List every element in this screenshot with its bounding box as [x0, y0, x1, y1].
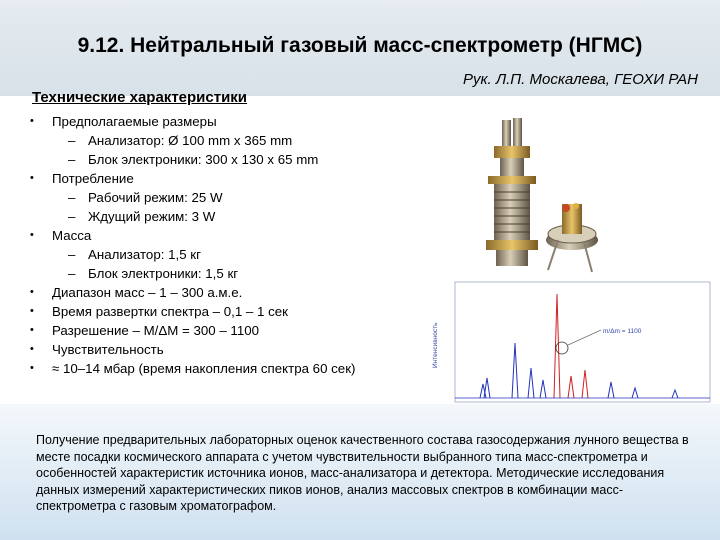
- spec-subitem: [30, 207, 430, 226]
- description-text: Получение предварительных лабораторных оценок качественного состава газосодержания лунного вещества в месте посадки космического аппарата с учетом чувствительности выбранного типа масс-спектрометра и особенностей характеристик источника ионов, масс-анализатора и детектора. Методические исследования данных измерений характеристических пиков ионов, анализ массовых спектров в комбинации масс-спектрометра с газовым хроматографом.: [36, 433, 689, 514]
- spec-subitem: [30, 245, 430, 264]
- bullet-icon: •: [30, 324, 34, 336]
- spec-subitem: [30, 188, 430, 207]
- dash-icon: –: [68, 266, 76, 281]
- spec-subitem-text: Блок электроники: 300 x 130 x 65 mm: [88, 152, 319, 167]
- ion-source-flange: [546, 203, 598, 272]
- spec-subitem: [30, 131, 430, 150]
- y-axis-label: Интенсивность: [432, 322, 439, 368]
- spec-item: [30, 302, 430, 321]
- spec-label: Чувствительность: [52, 342, 164, 357]
- spectrometer-photo: [480, 100, 715, 280]
- spec-item: [30, 321, 430, 340]
- bullet-icon: •: [30, 362, 34, 374]
- spec-label: Диапазон масс – 1 – 300 а.м.е.: [52, 285, 243, 300]
- dash-icon: –: [68, 190, 76, 205]
- spec-label: Масса: [52, 228, 92, 243]
- spec-item: [30, 359, 430, 378]
- spec-subitem-text: Анализатор: 1,5 кг: [88, 247, 201, 262]
- bullet-icon: •: [30, 305, 34, 317]
- analyzer-tube: [486, 118, 538, 266]
- author-credit: Рук. Л.П. Москалева, ГЕОХИ РАН: [462, 71, 698, 88]
- dash-icon: –: [68, 247, 76, 262]
- dash-icon: –: [68, 152, 76, 167]
- spec-subitem-text: Рабочий режим: 25 W: [88, 190, 223, 205]
- spec-item: [30, 226, 430, 245]
- spec-subitem-text: Ждущий режим: 3 W: [88, 209, 216, 224]
- spec-item: [30, 283, 430, 302]
- slide-title: 9.12. Нейтральный газовый масс-спектрометр (НГМС): [77, 34, 643, 57]
- spec-subitem: [30, 264, 430, 283]
- spec-label: ≈ 10–14 мбар (время накопления спектра 60 сек): [52, 361, 356, 376]
- spec-subitem-text: Блок электроники: 1,5 кг: [88, 266, 239, 281]
- spec-item: [30, 340, 430, 359]
- bullet-icon: •: [30, 172, 34, 184]
- bullet-icon: •: [30, 229, 34, 241]
- spec-label: Предполагаемые размеры: [52, 114, 217, 129]
- spec-subitem-text: Анализатор: Ø 100 mm x 365 mm: [88, 133, 293, 148]
- bullet-icon: •: [30, 286, 34, 298]
- spec-item: [30, 112, 430, 131]
- bullet-icon: •: [30, 115, 34, 127]
- spec-heading: Технические характеристики: [32, 89, 248, 106]
- spec-list: [30, 112, 430, 378]
- spec-item: [30, 169, 430, 188]
- mass-spectrum-plot: [425, 278, 715, 418]
- resolution-label: m/Δm = 1100: [603, 328, 642, 335]
- dash-icon: –: [68, 133, 76, 148]
- dash-icon: –: [68, 209, 76, 224]
- spec-label: Время развертки спектра – 0,1 – 1 сек: [52, 304, 288, 319]
- bullet-icon: •: [30, 343, 34, 355]
- spec-subitem: [30, 150, 430, 169]
- spec-label: Разрешение – M/ΔM = 300 – 1100: [52, 323, 260, 338]
- plot-frame: [455, 282, 710, 402]
- spec-label: Потребление: [52, 171, 134, 186]
